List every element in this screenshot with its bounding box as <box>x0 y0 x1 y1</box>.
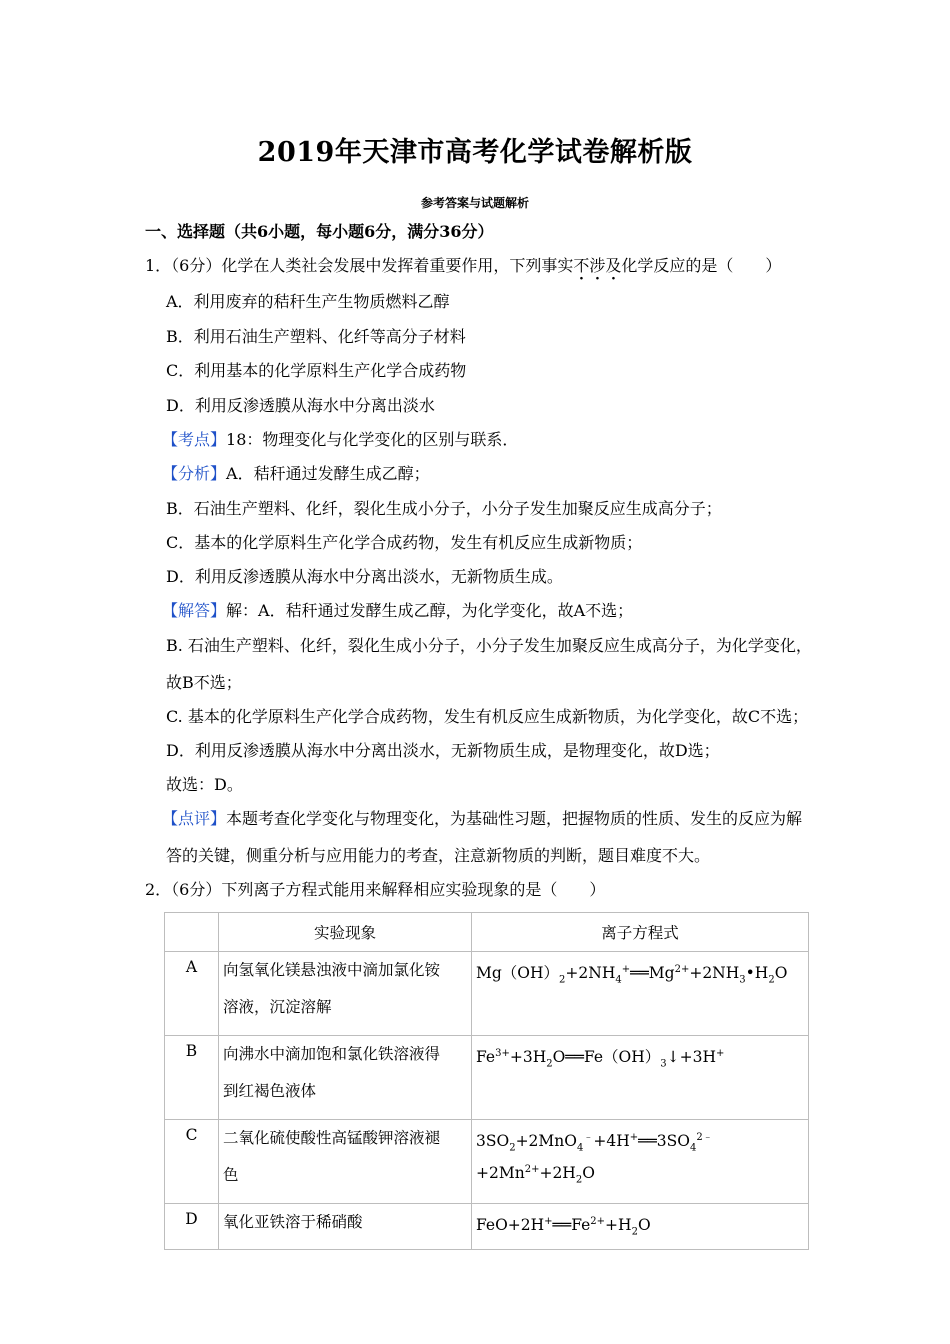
q1-fenxi: 【分析】A．秸秆通过发酵生成乙醇； <box>162 464 430 483</box>
q2-stem: 2．（6分）下列离子方程式能用来解释相应实验现象的是（ ） <box>145 880 606 899</box>
q2-table <box>164 912 809 1250</box>
emphasis-char: 不 <box>573 256 590 275</box>
emphasis-char: 及 <box>605 256 622 275</box>
q1-dianping-line: 答的关键，侧重分析与应用能力的考查，注意新物质的判断，题目难度不大。 <box>166 846 711 865</box>
q1-jieda-line: B. 石油生产塑料、化纤，裂化生成小分子，小分子发生加聚反应生成高分子，为化学变化， <box>166 636 812 655</box>
q1-jieda-line: D．利用反渗透膜从海水中分离出淡水，无新物质生成，是物理变化，故D选； <box>166 741 720 760</box>
table-header-row <box>165 913 809 952</box>
q1-jieda: 【解答】解：A．秸秆通过发酵生成乙醇，为化学变化，故A不选； <box>162 601 634 620</box>
observation-cell: 向沸水中滴加饱和氯化铁溶液得 到红褐色液体 <box>219 1036 472 1120</box>
table-row <box>165 952 809 1036</box>
q1-option-c: C．利用基本的化学原料生产化学合成药物 <box>166 361 467 380</box>
q1-stem: 1．（6分）化学在人类社会发展中发挥着重要作用，下列事实不涉及化学反应的是（ ） <box>145 256 782 275</box>
row-label: D <box>165 1204 219 1250</box>
row-label: A <box>165 952 219 1036</box>
q1-jieda-line: 故选：D。 <box>166 775 243 794</box>
q1-kaodian: 【考点】18：物理变化与化学变化的区别与联系． <box>162 430 519 449</box>
equation-cell: $3SO_2+2MnO_4^﹣+4H^+══3SO_4^{2﹣}+2Mn^{2+}+2H_2O$ <box>472 1120 809 1204</box>
q1-jieda-line: C. 基本的化学原料生产化学合成药物，发生有机反应生成新物质，为化学变化，故C不选； <box>166 707 809 726</box>
table-cell <box>165 913 219 952</box>
jieda-tag: 【解答】 <box>162 601 227 620</box>
observation-cell: 氧化亚铁溶于稀硝酸 <box>219 1204 472 1250</box>
table-row <box>165 1036 809 1120</box>
page-title: 2019年天津市高考化学试卷解析版 <box>257 137 693 168</box>
q1-jieda-line: 故B不选； <box>166 673 242 692</box>
observation-cell: 二氧化硫使酸性高锰酸钾溶液褪 色 <box>219 1120 472 1204</box>
q1-option-d: D．利用反渗透膜从海水中分离出淡水 <box>166 396 435 415</box>
q1-fenxi-line: D．利用反渗透膜从海水中分离出淡水，无新物质生成。 <box>166 567 563 586</box>
q1-dianping: 【点评】本题考查化学变化与物理变化，为基础性习题，把握物质的性质、发生的反应为解 <box>162 809 803 828</box>
equation-cell: $FeO+2H^+══Fe^{2+}+H_2O$ <box>472 1204 809 1250</box>
emphasis-char: 涉 <box>589 256 606 275</box>
q1-fenxi-line: B．石油生产塑料、化纤，裂化生成小分子，小分子发生加聚反应生成高分子； <box>166 499 722 518</box>
row-label: B <box>165 1036 219 1120</box>
q1-option-a: A．利用废弃的秸秆生产生物质燃料乙醇 <box>166 292 450 311</box>
column-header-observation: 实验现象 <box>219 913 472 952</box>
equation-cell: $Fe^{3+}+3H_2O══Fe(OH)_3↓+3H^+$ <box>472 1036 809 1120</box>
row-label: C <box>165 1120 219 1204</box>
table-row <box>165 1204 809 1250</box>
dianping-tag: 【点评】 <box>162 809 227 828</box>
table-row <box>165 1120 809 1204</box>
equation-cell: $Mg(OH)_2+2NH_4^+══Mg^{2+}+2NH_3•H_2O$ <box>472 952 809 1036</box>
column-header-equation: 离子方程式 <box>472 913 809 952</box>
fenxi-tag: 【分析】 <box>162 464 227 483</box>
section-heading: 一、选择题（共6小题，每小题6分，满分36分） <box>145 222 494 241</box>
q1-fenxi-line: C．基本的化学原料生产化学合成药物，发生有机反应生成新物质； <box>166 533 643 552</box>
q1-option-b: B．利用石油生产塑料、化纤等高分子材料 <box>166 327 466 346</box>
observation-cell: 向氢氧化镁悬浊液中滴加氯化铵 溶液，沉淀溶解 <box>219 952 472 1036</box>
kaodian-tag: 【考点】 <box>162 430 227 449</box>
page-subtitle: 参考答案与试题解析 <box>420 196 529 210</box>
